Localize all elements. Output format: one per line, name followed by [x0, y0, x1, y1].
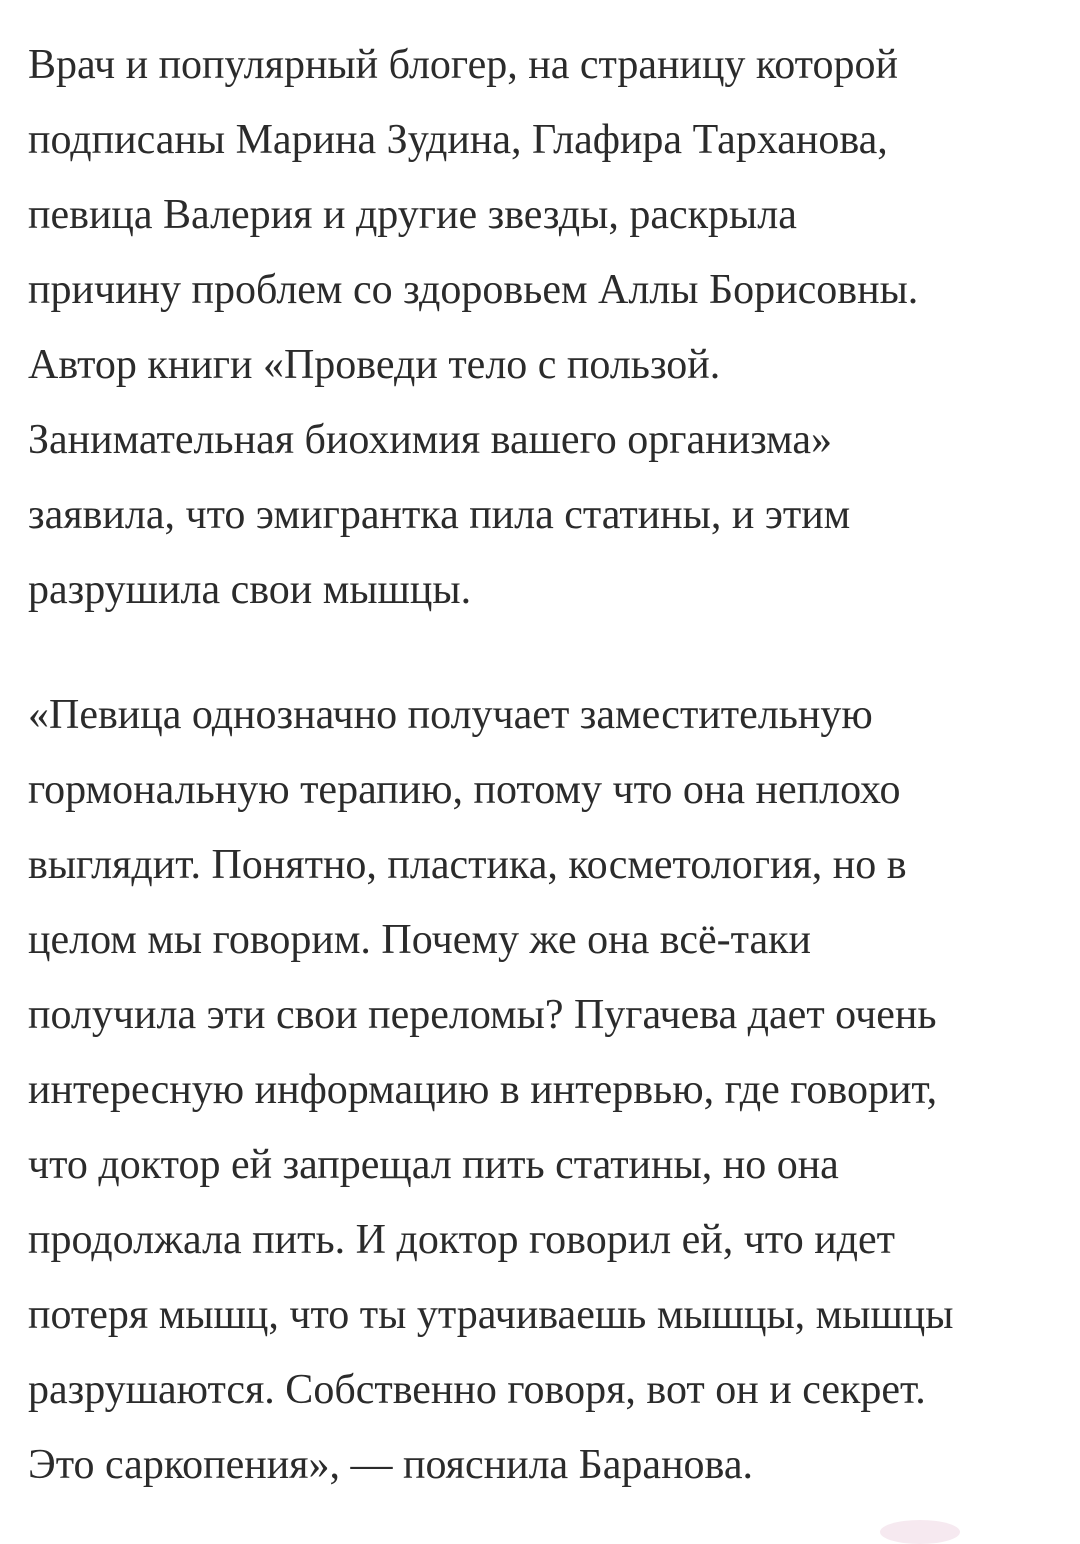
text-line: Автор книги «Проведи тело с пользой.: [28, 342, 721, 388]
text-line: получила эти свои переломы? Пугачева дает очень: [28, 992, 937, 1038]
text-line: выглядит. Понятно, пластика, косметология, но в: [28, 842, 907, 888]
text-line: разрушаются. Собственно говоря, вот он и секрет.: [28, 1367, 926, 1413]
text-line: заявила, что эмигрантка пила статины, и этим: [28, 492, 851, 538]
paragraph-intro: [28, 28, 1058, 628]
paragraph-quote: [28, 678, 1058, 1503]
text-line: гормональную терапию, потому что она неплохо: [28, 767, 901, 813]
text-line: «Певица однозначно получает заместительную: [28, 692, 873, 738]
text-line: целом мы говорим. Почему же она всё-таки: [28, 917, 811, 963]
text-line: Это саркопения», — пояснила Баранова.: [28, 1442, 753, 1488]
text-line: причину проблем со здоровьем Аллы Борисовны.: [28, 267, 919, 313]
decorative-shape: [880, 1520, 960, 1544]
paragraph-gap: [28, 628, 1058, 678]
text-line: разрушила свои мышцы.: [28, 567, 472, 613]
text-line: певица Валерия и другие звезды, раскрыла: [28, 192, 797, 238]
text-line: интересную информацию в интервью, где говорит,: [28, 1067, 938, 1113]
text-line: продолжала пить. И доктор говорил ей, что идет: [28, 1217, 896, 1263]
text-line: потеря мышц, что ты утрачиваешь мышцы, мышцы: [28, 1292, 954, 1338]
text-line: Врач и популярный блогер, на страницу которой: [28, 42, 898, 88]
text-line: Занимательная биохимия вашего организма»: [28, 417, 833, 463]
text-line: что доктор ей запрещал пить статины, но она: [28, 1142, 839, 1188]
text-line: подписаны Марина Зудина, Глафира Тарханова,: [28, 117, 888, 163]
article-body: [28, 28, 1058, 1503]
